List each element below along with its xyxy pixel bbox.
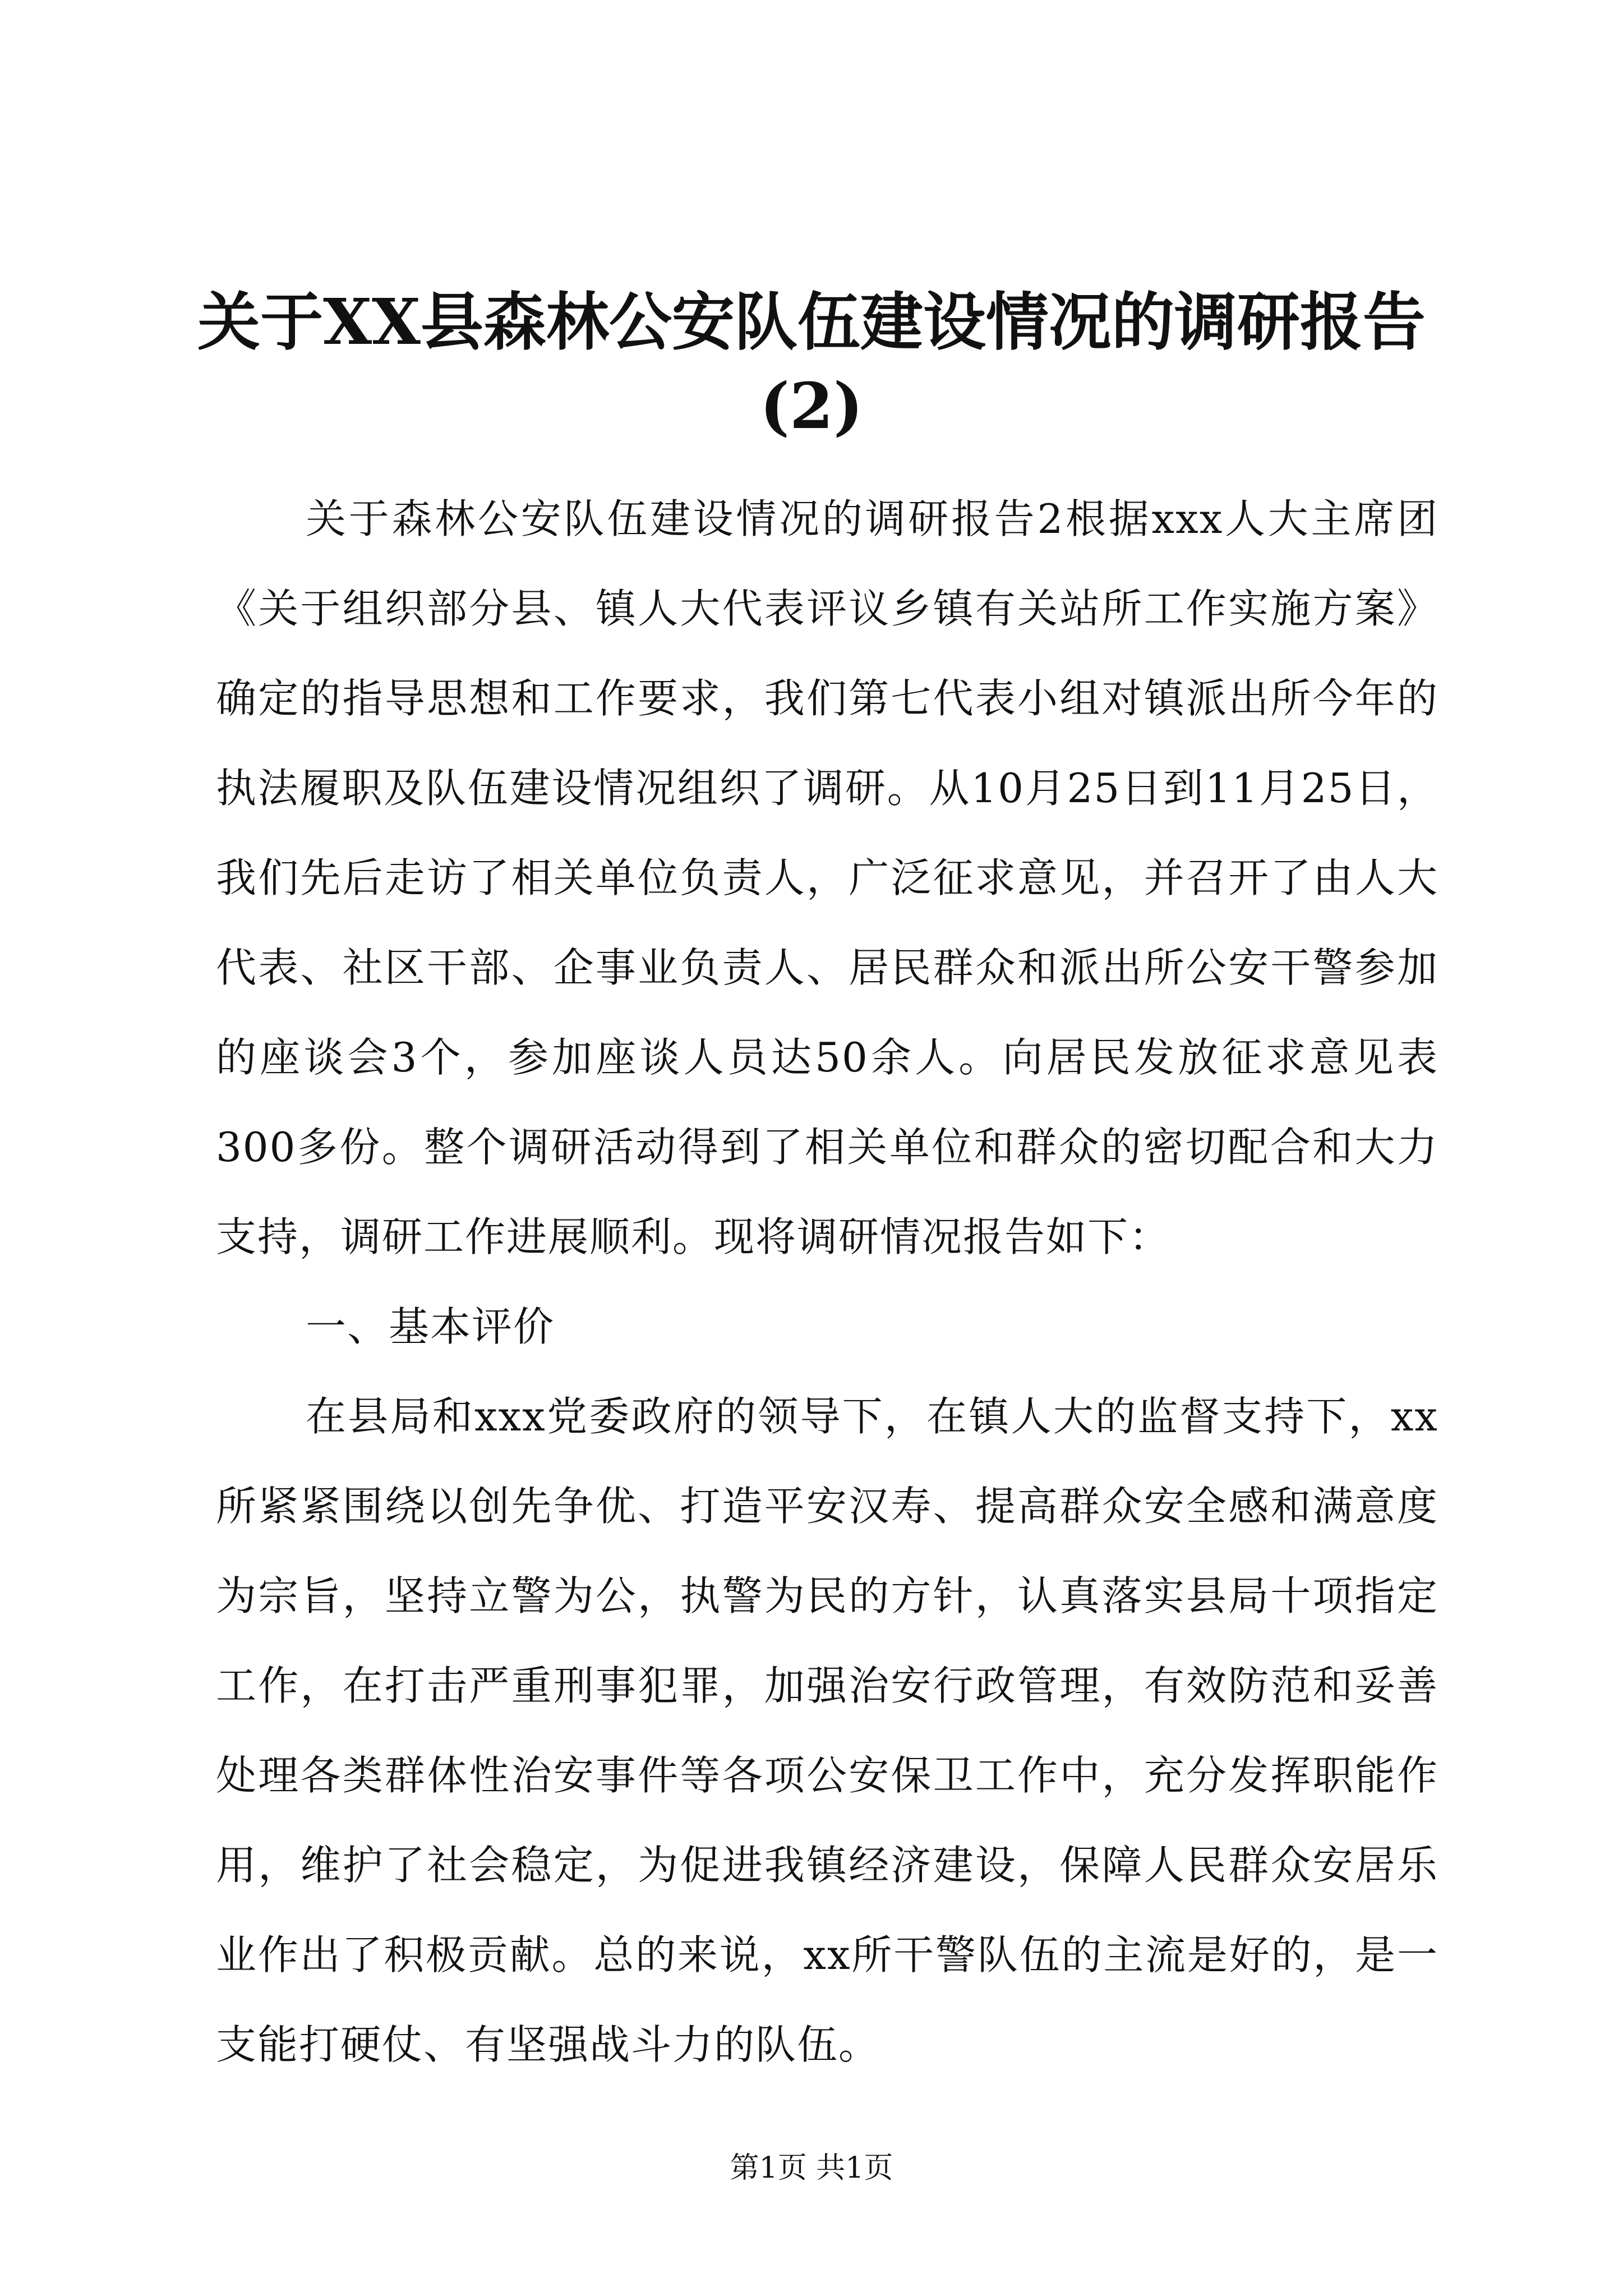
- section-heading: 一、基本评价: [306, 1303, 555, 1350]
- document-body: [216, 474, 1438, 2090]
- page-footer: 第1页 共1页: [730, 2151, 893, 2185]
- intro-paragraph: 关于森林公安队伍建设情况的调研报告2根据xxx人大主席团《关于组织部分县、镇人大代表评议乡镇有关站所工作实施方案》确定的指导思想和工作要求，我们第七代表小组对镇派出所今年的执法履职及队伍建设情况组织了调研。从10月25日到11月25日，我们先后走访了相关单位负责人，广泛征求意见，并召开了由人大代表、社区干部、企事业负责人、居民群众和派出所公安干警参加的座谈会3个，参加座谈人员达50余人。向居民发放征求意见表300多份。整个调研活动得到了相关单位和群众的密切配合和大力支持，调研工作进展顺利。现将调研情况报告如下：: [216, 495, 1438, 1260]
- document-title: 关于XX县森林公安队伍建设情况的调研报告(2): [197, 286, 1426, 443]
- section-paragraph: 在县局和xxx党委政府的领导下，在镇人大的监督支持下，xx所紧紧围绕以创先争优、打造平安汉寿、提高群众安全感和满意度为宗旨，坚持立警为公，执警为民的方针，认真落实县局十项指定工作，在打击严重刑事犯罪，加强治安行政管理，有效防范和妥善处理各类群体性治安事件等各项公安保卫工作中，充分发挥职能作用，维护了社会稳定，为促进我镇经济建设，保障人民群众安居乐业作出了积极贡献。总的来说，xx所干警队伍的主流是好的，是一支能打硬仗、有坚强战斗力的队伍。: [216, 1393, 1438, 2068]
